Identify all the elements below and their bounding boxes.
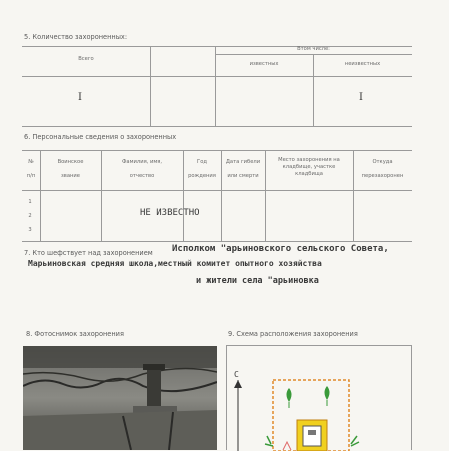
- section7-label: 7. Кто шефствует над захоронением: [24, 249, 153, 257]
- section6-title: 6. Персональные сведения о захороненных: [24, 133, 177, 141]
- section8-title: 8. Фотоснимок захоронения: [26, 330, 124, 338]
- monument-marker: [303, 426, 321, 446]
- unknown-typed-value: НЕ ИЗВЕСТНО: [140, 208, 200, 218]
- hdr-birth: Год рождения: [188, 159, 216, 179]
- col-known-header: известных: [249, 61, 279, 67]
- hdr-death: Дата гибели или смерти: [225, 159, 261, 179]
- hdr-name: Фамилия, имя, отчество: [121, 159, 163, 179]
- row-number: 2: [28, 213, 32, 219]
- hdr-rank: Воинское звание: [57, 159, 84, 179]
- patron-line-2: Марьиновская средняя школа,местный комитет опытного хозяйства: [28, 259, 322, 268]
- north-label: С: [234, 370, 239, 379]
- hdr-place: Место захоронения на кладбище, участке кладбища: [278, 157, 340, 177]
- row-number: 1: [28, 199, 32, 205]
- tree-icon: [287, 388, 292, 408]
- patron-line-1: Исполком "арьиновского сельского Совета,: [172, 244, 389, 254]
- unknown-value: I: [359, 92, 363, 103]
- hdr-num: № п/п: [26, 159, 36, 179]
- col-total-header: Всего: [78, 56, 94, 62]
- section9-title: 9. Схема расположения захоронения: [228, 330, 358, 338]
- col-of-them-header: Втом числе:: [297, 46, 330, 52]
- hdr-from: Откуда перезахоронен: [361, 159, 404, 179]
- tree-icon: [325, 386, 330, 406]
- row-number: 3: [28, 227, 32, 233]
- col-unknown-header: неизвестных: [344, 61, 381, 67]
- section5-title: 5. Количество захороненных:: [24, 33, 128, 41]
- total-value: I: [78, 92, 82, 103]
- burial-scheme: [226, 345, 412, 450]
- patron-line-3: и жители села "арьиновка: [196, 276, 319, 286]
- grave-photo: [23, 346, 217, 450]
